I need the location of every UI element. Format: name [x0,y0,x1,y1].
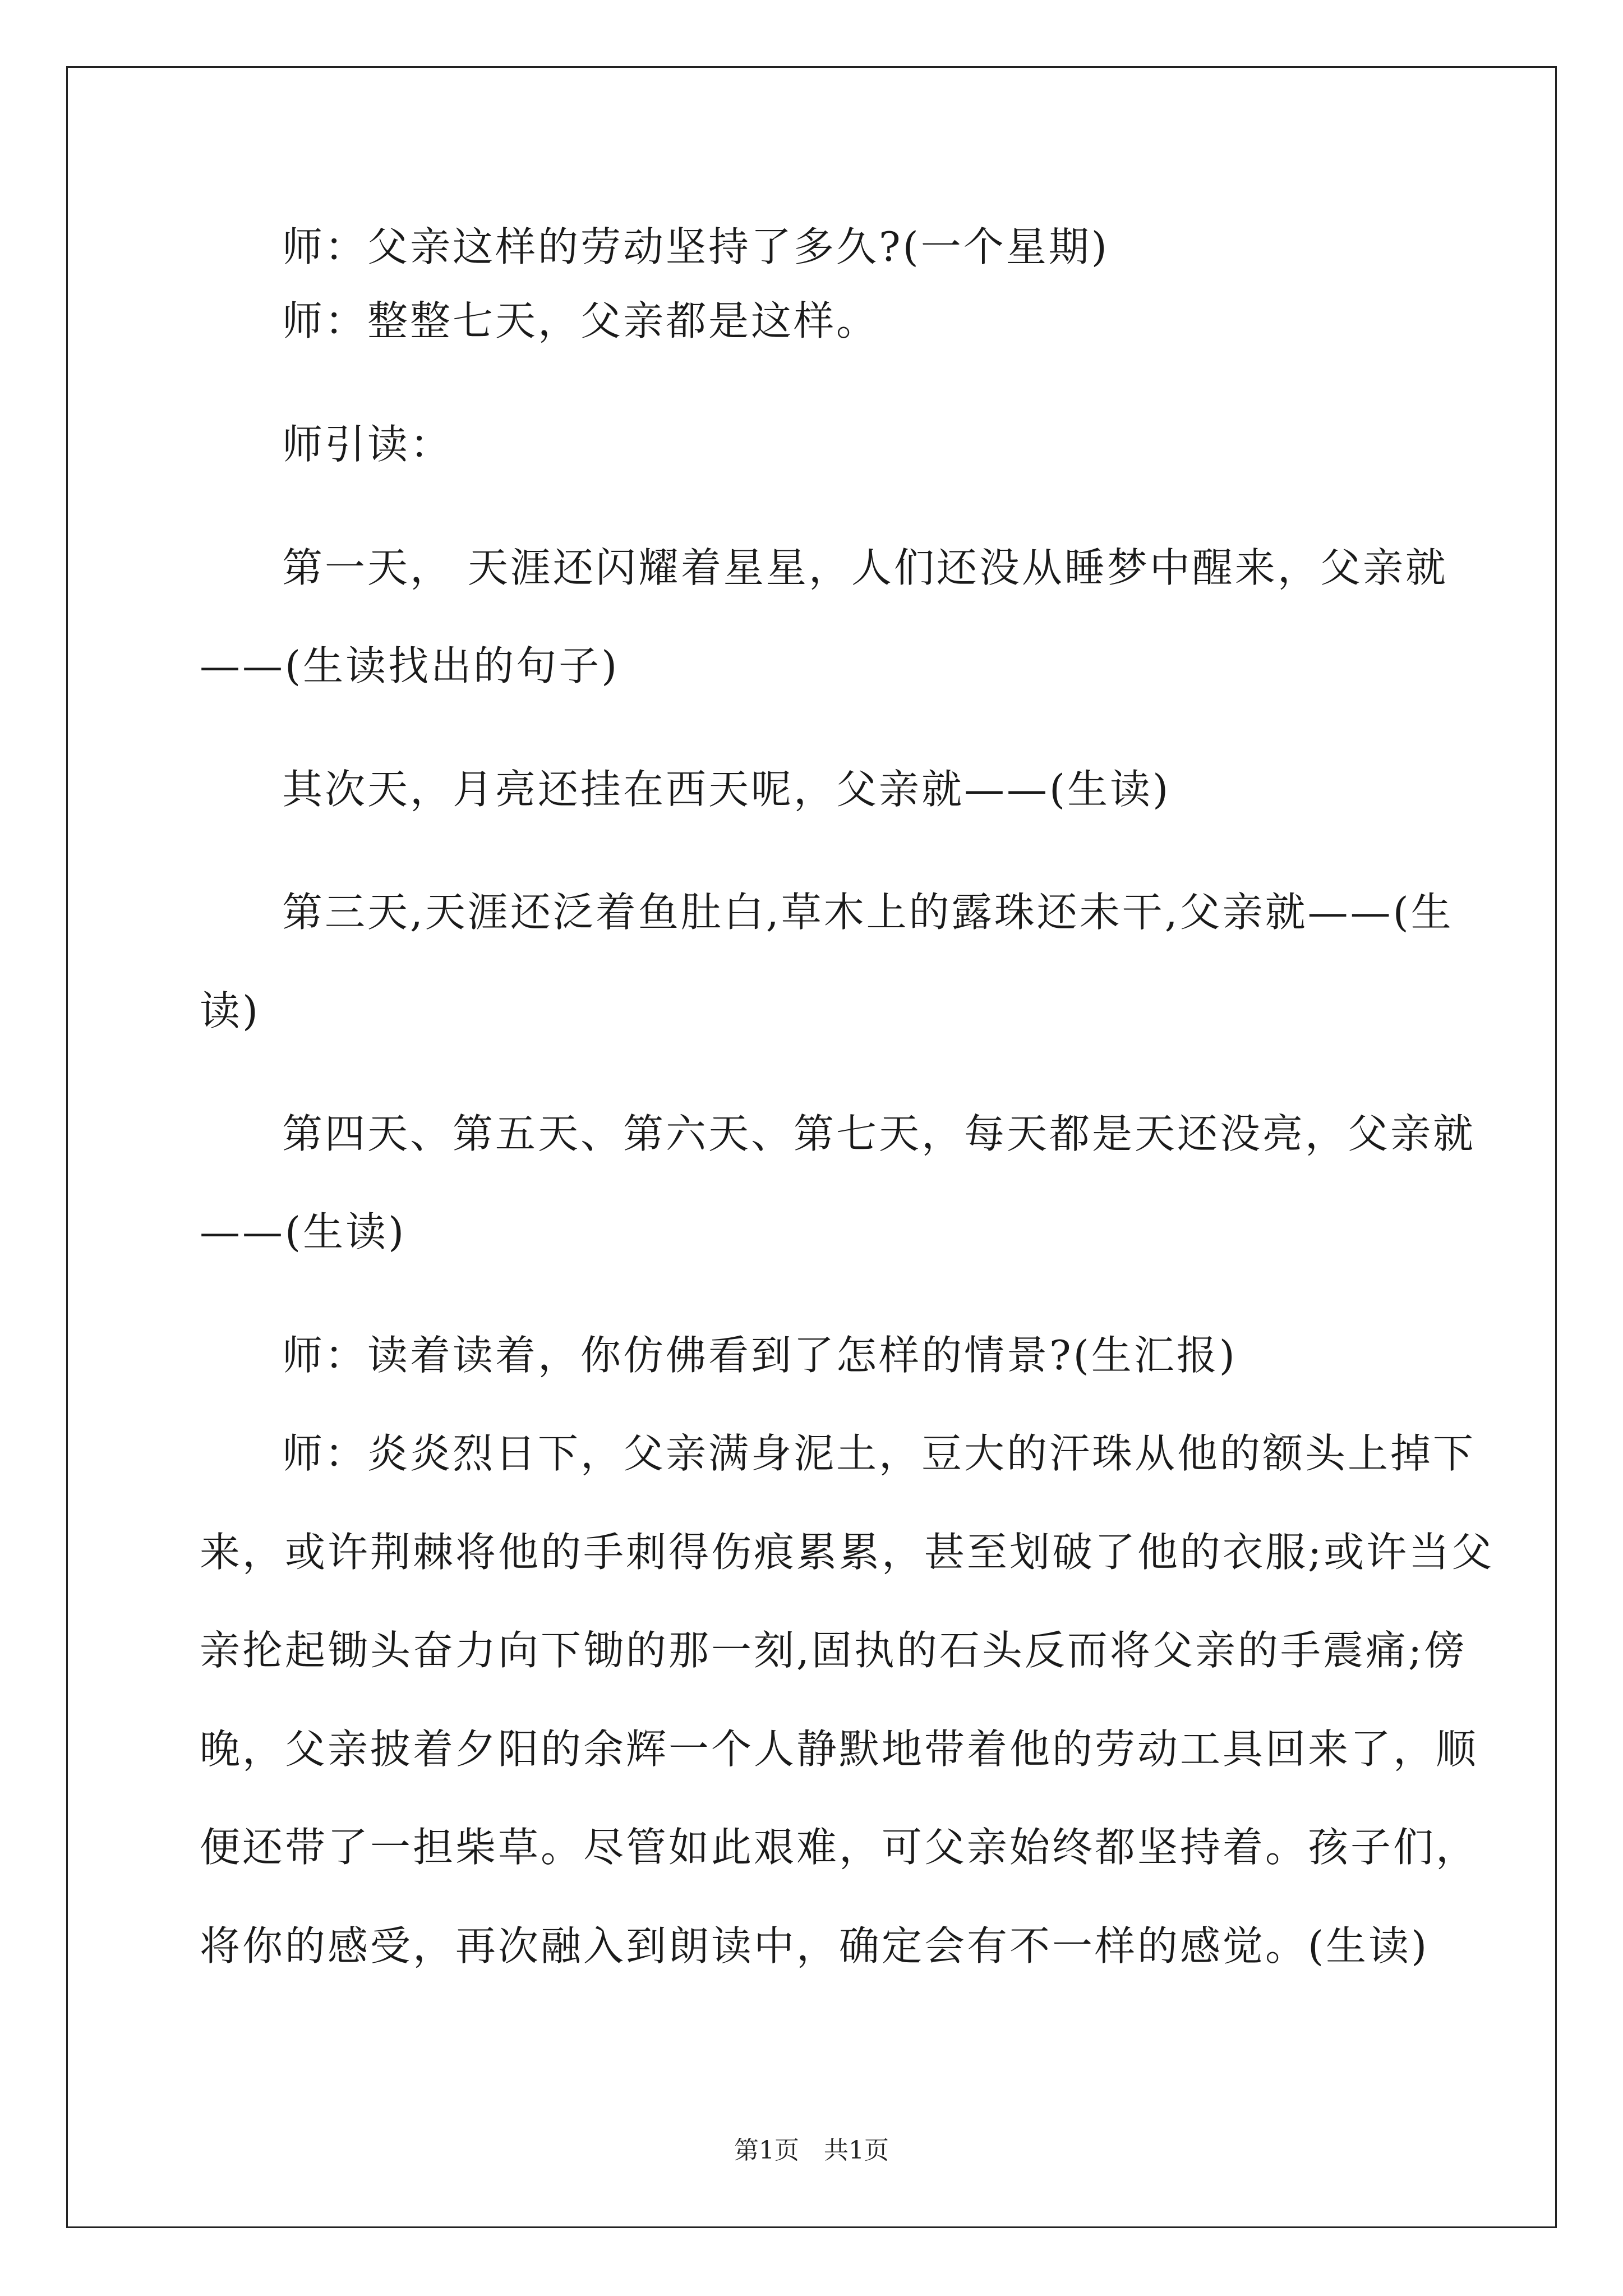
text-line: 晚，父亲披着夕阳的余辉一个人静默地带着他的劳动工具回来了，顺 [200,1726,1479,1773]
text-line: 师：父亲这样的劳动坚持了多久?(一个星期) [282,223,1109,270]
page-footer: 第1页 共1页 [734,2136,889,2165]
text-line: 第三天,天涯还泛着鱼肚白,草木上的露珠还未干,父亲就——(生 [282,889,1454,936]
text-line: 师：整整七天，父亲都是这样。 [282,297,879,344]
text-line: 第一天， 天涯还闪耀着星星，人们还没从睡梦中醒来，父亲就 [282,544,1448,591]
text-line: 其次天，月亮还挂在西天呢，父亲就——(生读) [282,766,1171,813]
text-line: 读) [200,987,261,1034]
text-line: 亲抡起锄头奋力向下锄的那一刻,固执的石头反而将父亲的手震痛;傍 [200,1627,1467,1674]
text-line: 师：炎炎烈日下，父亲满身泥土，豆大的汗珠从他的额头上掉下 [282,1430,1476,1477]
text-line: 便还带了一担柴草。尽管如此艰难，可父亲始终都坚持着。孩子们， [200,1824,1479,1871]
text-line: 第四天、第五天、第六天、第七天，每天都是天还没亮，父亲就 [282,1110,1476,1157]
text-line: ——(生读找出的句子) [200,642,620,689]
text-line: 师：读着读着，你仿佛看到了怎样的情景?(生汇报) [282,1332,1237,1379]
text-line: 来，或许荆棘将他的手刺得伤痕累累，甚至划破了他的衣服;或许当父 [200,1529,1495,1576]
text-line: 师引读： [282,421,453,468]
text-line: ——(生读) [200,1208,407,1255]
text-line: 将你的感受，再次融入到朗读中，确定会有不一样的感觉。(生读) [200,1922,1430,1970]
